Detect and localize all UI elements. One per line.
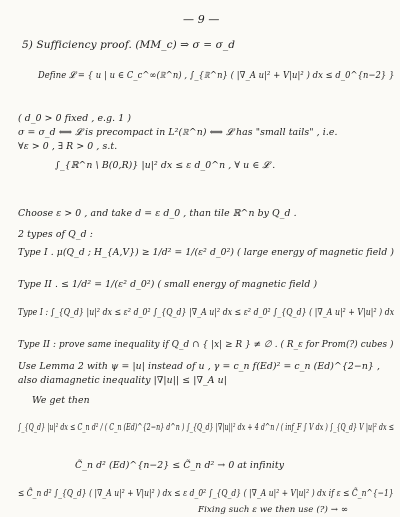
handwritten-line: Choose ε > 0 , and take d = ε d_0 , than tile ℝ^n by Q_d . (18, 208, 297, 219)
handwritten-line: Fixing such ε we then use (?) → ∞ (198, 505, 349, 515)
handwritten-line: ∫_{Q_d} |u|² dx ≤ C_n d² / ( C_n (Ed)^{2−n} d^n ) ∫_{Q_d} |∇|u||² dx + 4 d^n / ( inf_F ∫ V dx ) ∫_{Q_d} V |u|² dx ≤ (18, 422, 395, 433)
handwritten-line: ≤ C̃_n d² ∫_{Q_d} ( |∇_A u|² + V|u|² ) dx ≤ ε d_0² ∫_{Q_d} ( |∇_A u|² + V|u|² ) dx if ε ≤ C̃_n^{−1} (18, 488, 394, 499)
handwritten-line: Type II : prove same inequality if Q_d ∩ { |x| ≥ R } ≠ ∅ . ( R_ε for Prom(?) cubes ) (18, 339, 394, 350)
handwritten-line: also diamagnetic inequality |∇|u|| ≤ |∇_A u| (18, 375, 227, 386)
handwritten-line: ∫_{ℝ^n \ B(0,R)} |u|² dx ≤ ε d_0^n , ∀ u ∈ 𝓛 . (55, 160, 276, 171)
handwritten-line: ( d_0 > 0 fixed , e.g. 1 ) (18, 113, 132, 124)
handwritten-line: ∀ε > 0 , ∃ R > 0 , s.t. (18, 141, 118, 152)
handwritten-line: Type I : ∫_{Q_d} |u|² dx ≤ ε² d_0² ∫_{Q_d} |∇_A u|² dx ≤ ε² d_0² ∫_{Q_d} ( |∇_A u|² + V|u|² ) dx (18, 307, 395, 318)
handwritten-line: 5) Sufficiency proof. (MM_c) ⇒ σ = σ_d (22, 39, 236, 51)
handwritten-line: Define 𝓛 = { u | u ∈ C_c^∞(ℝ^n) , ∫_{ℝ^n} ( |∇_A u|² + V|u|² ) dx ≤ d_0^{n−2} } (38, 70, 395, 81)
handwritten-line: Type II . ≤ 1/d² = 1/(ε² d_0²) ( small energy of magnetic field ) (18, 279, 318, 290)
handwritten-line: We get then (32, 395, 90, 406)
handwritten-line: σ = σ_d ⟺ 𝓛 is precompact in L²(ℝ^n) ⟺ 𝓛 has "small tails" , i.e. (18, 127, 338, 138)
handwritten-line: Type I . μ(Q_d ; H_{A,V}) ≥ 1/d² = 1/(ε² d_0²) ( large energy of magnetic field ) (18, 247, 395, 258)
handwritten-line: Use Lemma 2 with ψ = |u| instead of u , γ = c_n f(Ed)² = c_n (Ed)^{2−n} , (18, 361, 381, 372)
handwritten-line: C̃_n d² (Ed)^{n−2} ≤ C̃_n d² → 0 at infinity (75, 460, 285, 471)
page-number: — 9 — (183, 13, 220, 26)
handwritten-line: 2 types of Q_d : (18, 229, 93, 240)
